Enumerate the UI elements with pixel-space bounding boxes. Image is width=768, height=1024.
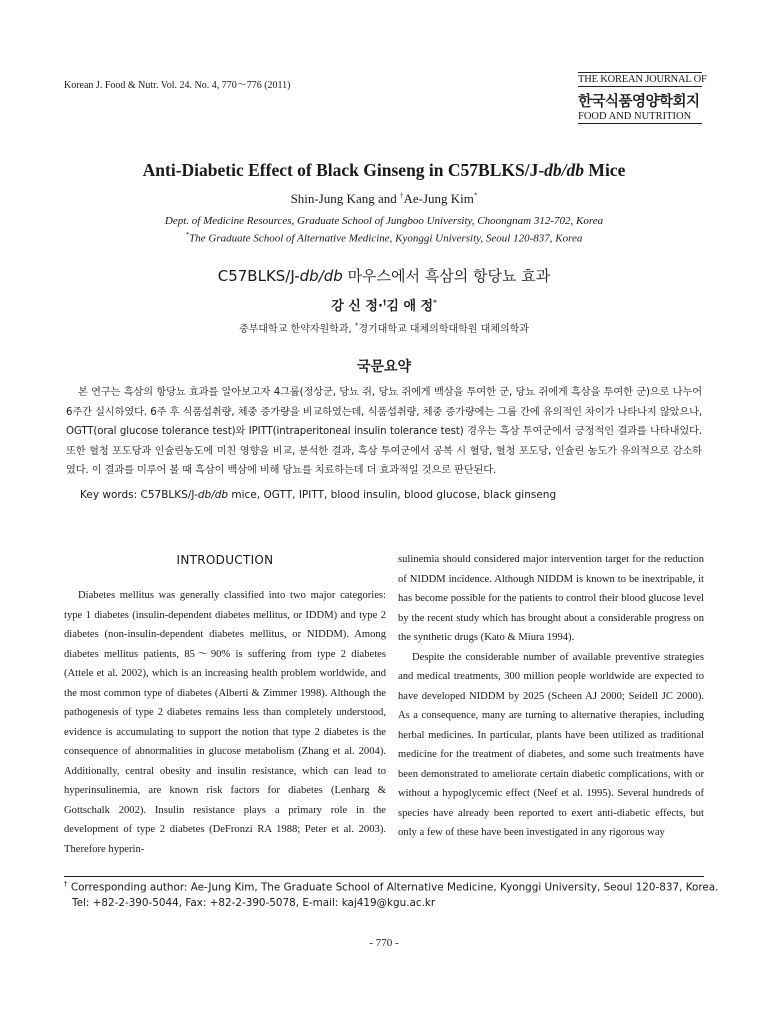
page-number: - 770 - bbox=[369, 937, 399, 949]
right-column-paragraph-2: Despite the considerable number of available preventive strategies and medical treatments, 300 million people worldwide are expected to have developed NIDDM by 2025 (Scheen AJ 2000; Seidell JC 2000). As a consequence, many are turning to alternative therapies, including herbal medicines. In particular, plants have been utilized as traditional medicine for the treatment of diabetes, and some such treatments have been demonstrated to ameliorate certain diabetic complications, with or without a hypoglycemic effect (Neef et al. 1995). Several hundreds of species have already been reported to exert anti-diabetic effects, but only a few of these have been investigated in any rigorous way bbox=[398, 651, 704, 838]
korean-title: C57BLKS/J-db/db 마우스에서 흑삼의 항당뇨 효과 bbox=[217, 267, 551, 285]
korean-author-list: 강 신 정·†김 애 정* bbox=[331, 298, 437, 314]
keywords: Key words: C57BLKS/J-db/db mice, OGTT, IPITT, blood insulin, blood glucose, black ginseng bbox=[80, 489, 557, 501]
author-list: Shin-Jung Kang and †Ae-Jung Kim* bbox=[290, 191, 478, 206]
affiliation-1: Dept. of Medicine Resources, Graduate School of Jungboo University, Choongnam 312-702, Korea bbox=[164, 215, 604, 227]
paper-title: Anti-Diabetic Effect of Black Ginseng in C57BLKS/J-db/db Mice bbox=[142, 160, 626, 180]
korean-abstract-heading: 국문요약 bbox=[356, 359, 412, 375]
affiliation-2: *The Graduate School of Alternative Medicine, Kyonggi University, Seoul 120-837, Korea bbox=[185, 231, 583, 245]
contact-footnote: Tel: +82-2-390-5044, Fax: +82-2-390-5078, E-mail: kaj419@kgu.ac.kr bbox=[72, 897, 436, 909]
korean-abstract: 본 연구는 흑삼의 항당뇨 효과를 알아보고자 4그룹(정상군, 당뇨 쥐, 당뇨 쥐에게 백삼을 투여한 군, 당뇨 쥐에게 흑삼을 투여한 군)으로 나누어 6주간 실시하였다. 6주 후 식품섭취량, 체중 증가량을 비교하였는데, 식품섭취량, 체중 증가량에는 그룹 간에 유의적인 차이가 나타나지 않았으나, OGTT(oral glucose tolerance test)와 IPITT(intraperitoneal insulin tolerance test) 경우는 흑삼 투여군에서 긍정적인 결과를 나타내었다. 또한 혈청 포도당과 인슐린농도에 미친 영향을 비교, 분석한 결과, 흑삼 투여군에서 공복 시 혈당, 혈청 포도당, 인슐린 농도가 유의적으로 감소하였다. 이 결과를 미루어 볼 때 흑삼이 백삼에 비해 당뇨를 치료하는데 더 효과적일 것으로 판단된다. bbox=[66, 387, 702, 476]
journal-name-en-top: THE KOREAN JOURNAL OF bbox=[578, 74, 707, 85]
right-column-paragraph-1: sulinemia should considered major intervention target for the reduction of NIDDM incidence. Although NIDDM is known to be inextripable, it has become possible for the patients to control their blood glucose level by the recent study which has brought about a considerable progress on the synthetic drugs (Kato & Miura 1994). bbox=[398, 554, 704, 643]
right-column bbox=[398, 550, 704, 843]
korean-affiliations: 중부대학교 한약자원학과, *경기대학교 대체의학대학원 대체의학과 bbox=[239, 321, 529, 335]
journal-citation: Korean J. Food & Nutr. Vol. 24. No. 4, 770～776 (2011) bbox=[64, 80, 291, 91]
journal-name-en-bottom: FOOD AND NUTRITION bbox=[578, 111, 702, 124]
left-column-text: Diabetes mellitus was generally classified into two major categories: type 1 diabetes (insulin-dependent diabetes mellitus, or IDDM) and type 2 diabetes (non-insulin-dependent diabetes mellitus, or NIDDM). Among diabetes mellitus patients, 85～90% is suffering from type 2 diabetes (Attele et al. 2002), which is an increasing health problem worldwide, and the most common type of diabetes (Alberti & Zimmer 1998). Although the pathogenesis of type 2 diabetes remains less than completely understood, evidence is accumulating to support the notion that type 2 diabetes is the consequence of abnormalities in glucose metabolism (Zhang et al. 2004). Additionally, central obesity and insulin resistance, which can lead to hyperinsulinemia, are known risk factors for diabetes (Lenharg & Gottschalk 2002). Insulin resistance plays a primary role in the development of type 2 diabetes (DeFronzi RA 1988; Peter et al. 2003). Therefore hyperin- bbox=[64, 590, 386, 855]
journal-masthead bbox=[578, 72, 707, 124]
corresponding-author-footnote: † Corresponding author: Ae-Jung Kim, The Graduate School of Alternative Medicine, Kyonggi University, Seoul 120-837, Korea. bbox=[64, 880, 719, 894]
journal-name-ko: 한국식품영양학회지 bbox=[578, 94, 700, 110]
introduction-heading: INTRODUCTION bbox=[176, 553, 274, 567]
footnote-divider bbox=[64, 876, 704, 877]
